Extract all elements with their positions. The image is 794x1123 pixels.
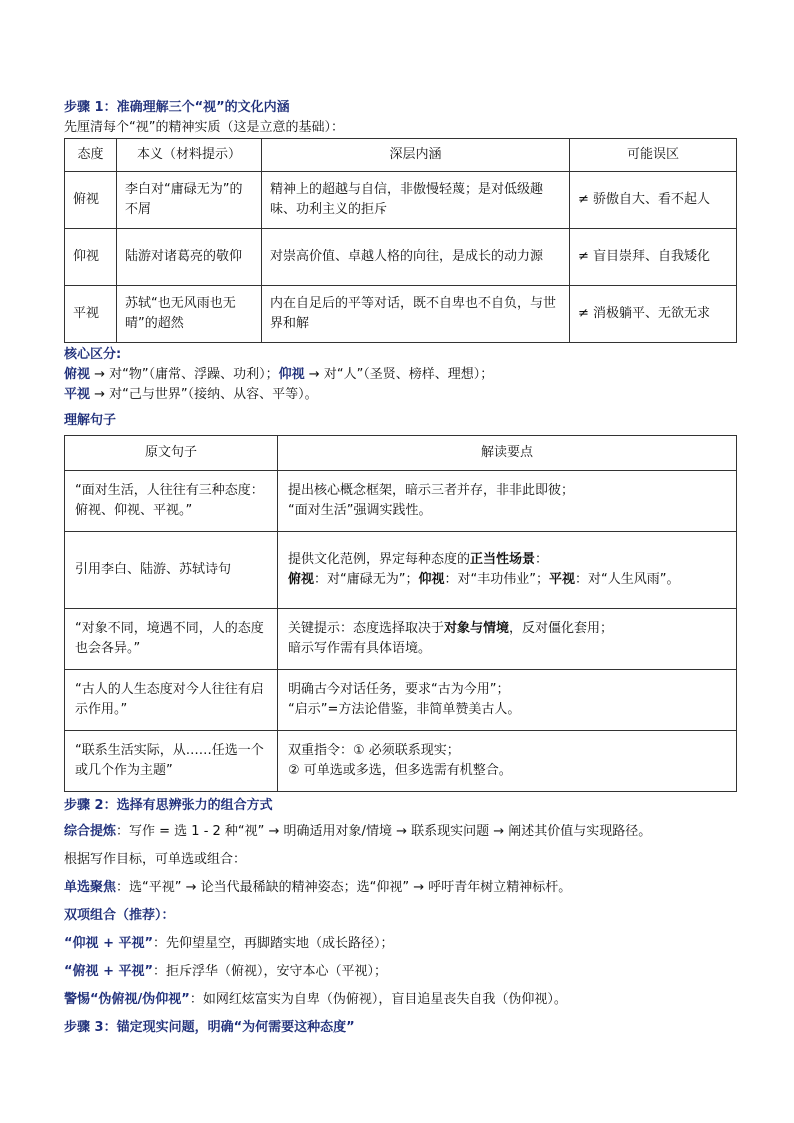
- warn-label: 警惕“伪俯视/伪仰视”: [64, 992, 190, 1007]
- cell-line: [288, 619, 730, 639]
- table-cell: [278, 731, 737, 792]
- single-text: ：选“平视” → 论当代最稀缺的精神姿态；选“仰视” → 呼吁青年树立精神标杆。: [116, 880, 572, 895]
- core-term: 俯视: [64, 367, 91, 382]
- core-text: → 对“物”（庸常、浮躁、功利）；: [90, 367, 279, 382]
- header-cell: 深层内涵: [262, 139, 570, 172]
- core-text: → 对“人”（圣贤、榜样、理想）；: [304, 367, 494, 382]
- table-cell: [278, 670, 737, 731]
- cell-bold: 对象与情境: [444, 621, 510, 636]
- core-text: → 对“己与世界”（接纳、从容、平等）。: [90, 387, 318, 402]
- table-cell: 引用李白、陆游、苏轼诗句: [65, 532, 278, 609]
- step2-summary: [64, 822, 736, 842]
- table-row: [65, 670, 737, 731]
- combo-label: “俯视 + 平视”: [64, 964, 154, 979]
- warn-text: ：如网红炫富实为自卑（伪俯视），盲目追星丧失自我（伪仰视）。: [189, 992, 567, 1007]
- core-term: 仰视: [278, 367, 305, 382]
- table-cell: [278, 609, 737, 670]
- core-line-1: [64, 365, 736, 385]
- core-term: 平视: [64, 387, 91, 402]
- single-choice-line: [64, 878, 736, 898]
- attitude-table: [64, 138, 737, 343]
- table-row: [65, 471, 737, 532]
- table-row: [65, 609, 737, 670]
- table-cell: “联系生活实际，从……任选一个或几个作为主题”: [65, 731, 278, 792]
- cell-text: 提供文化范例，界定每种态度的: [288, 552, 471, 567]
- cell-line: ② 可单选或多选，但多选需有机整合。: [288, 763, 512, 778]
- cell-line: [288, 550, 730, 570]
- combo-text: ：先仰望星空，再脚踏实地（成长路径）；: [153, 936, 394, 951]
- table-row: [65, 731, 737, 792]
- table-cell: [278, 532, 737, 609]
- cell-line: “面对生活”强调实践性。: [288, 503, 432, 518]
- table-row: [65, 286, 737, 343]
- table-cell: 李白对“庸碌无为”的不屑: [117, 172, 262, 229]
- cell-text: 关键提示：态度选择取决于: [288, 621, 445, 636]
- warn-line: [64, 990, 736, 1010]
- understand-label: 理解句子: [64, 413, 117, 428]
- table-cell: 精神上的超越与自信，非傲慢轻蔑；是对低级趣味、功利主义的拒斥: [262, 172, 570, 229]
- document-page: [64, 96, 736, 1038]
- table-cell: ≠ 骄傲自大、看不起人: [570, 172, 737, 229]
- core-label: 核心区分:: [64, 347, 122, 362]
- table-cell: 平视: [65, 286, 117, 343]
- table-cell: “面对生活，人往往有三种态度：俯视、仰视、平视。”: [65, 471, 278, 532]
- single-label: 单选聚焦: [64, 880, 117, 895]
- cell-text: ：对“丰功伟业”；: [444, 572, 549, 587]
- table-cell: 陆游对诸葛亮的敬仰: [117, 229, 262, 286]
- cell-bold: 平视: [549, 572, 576, 587]
- cell-line: “启示”=方法论借鉴，非简单赞美古人。: [288, 702, 521, 717]
- table-cell: ≠ 消极躺平、无欲无求: [570, 286, 737, 343]
- table-cell: 苏轼“也无风雨也无晴”的超然: [117, 286, 262, 343]
- combo-label: “仰视 + 平视”: [64, 936, 154, 951]
- cell-bold: 正当性场景: [470, 552, 536, 567]
- header-cell: 本义（材料提示）: [117, 139, 262, 172]
- step3-title: 步骤 3：锚定现实问题，明确“为何需要这种态度”: [64, 1020, 355, 1035]
- table-cell: [278, 471, 737, 532]
- table-cell: 俯视: [65, 172, 117, 229]
- summary-text: ：写作 = 选 1 - 2 种“视” → 明确适用对象/情境 → 联系现实问题 → 阐述其价值与实现路径。: [116, 824, 652, 839]
- cell-text: ：对“庸碌无为”；: [314, 572, 419, 587]
- table-cell: “古人的人生态度对今人往往有启示作用。”: [65, 670, 278, 731]
- cell-line: 暗示写作需有具体语境。: [288, 641, 432, 656]
- header-cell: 可能误区: [570, 139, 737, 172]
- step1-title: 步骤 1：准确理解三个“视”的文化内涵: [64, 100, 290, 115]
- attitude-table-header: [65, 139, 737, 172]
- combo-line-2: [64, 962, 736, 982]
- cell-bold: 仰视: [418, 572, 445, 587]
- cell-text: ：对“人生风雨”。: [575, 572, 680, 587]
- step2-title: 步骤 2：选择有思辨张力的组合方式: [64, 798, 273, 813]
- double-label: 双项组合（推荐）：: [64, 908, 175, 923]
- combo-line-1: [64, 934, 736, 954]
- sentence-table: [64, 435, 737, 792]
- header-cell: 态度: [65, 139, 117, 172]
- cell-line: 双重指令：① 必须联系现实；: [288, 743, 460, 758]
- header-cell: 原文句子: [65, 436, 278, 471]
- summary-label: 综合提炼: [64, 824, 117, 839]
- step2-line2: 根据写作目标，可单选或组合：: [64, 852, 247, 867]
- table-cell: 内在自足后的平等对话，既不自卑也不自负，与世界和解: [262, 286, 570, 343]
- header-cell: 解读要点: [278, 436, 737, 471]
- table-cell: 对崇高价值、卓越人格的向往，是成长的动力源: [262, 229, 570, 286]
- table-cell: “对象不同，境遇不同，人的态度也会各异。”: [65, 609, 278, 670]
- table-row: [65, 532, 737, 609]
- table-row: [65, 229, 737, 286]
- table-cell: 仰视: [65, 229, 117, 286]
- cell-text: ，反对僵化套用；: [509, 621, 614, 636]
- cell-text: ：: [535, 552, 549, 567]
- table-row: [65, 172, 737, 229]
- step1-intro: 先厘清每个“视”的精神实质（这是立意的基础）：: [64, 120, 344, 135]
- core-line-2: [64, 385, 736, 405]
- cell-line: 明确古今对话任务，要求“古为今用”；: [288, 682, 510, 697]
- cell-line: 提出核心概念框架，暗示三者并存，非非此即彼；: [288, 483, 575, 498]
- combo-text: ：拒斥浮华（俯视），安守本心（平视）；: [153, 964, 388, 979]
- table-cell: ≠ 盲目崇拜、自我矮化: [570, 229, 737, 286]
- cell-bold: 俯视: [288, 572, 315, 587]
- cell-line: [288, 570, 730, 590]
- sentence-table-header: [65, 436, 737, 471]
